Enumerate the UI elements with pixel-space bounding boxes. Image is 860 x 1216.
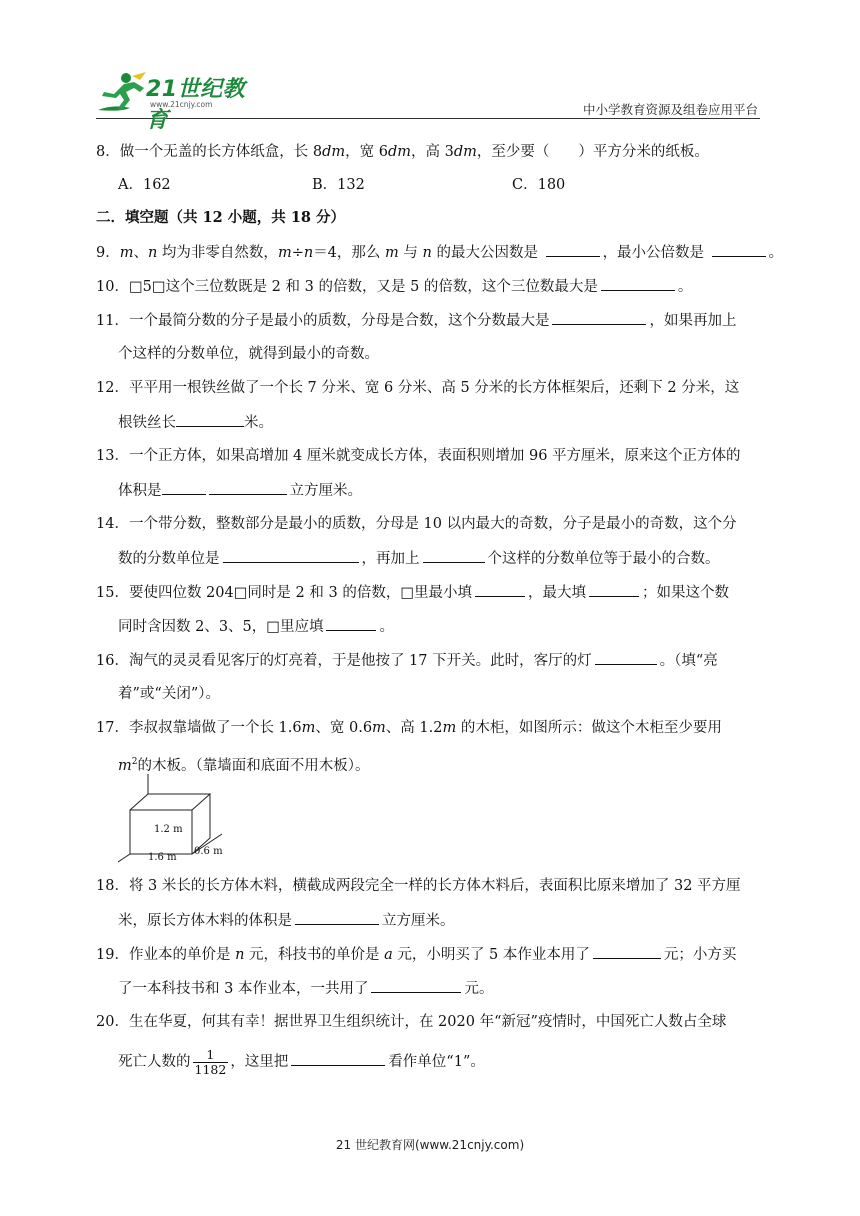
- question-13-line-2: 体积是 立方厘米。: [118, 480, 362, 501]
- answer-blank[interactable]: [601, 276, 675, 291]
- answer-blank[interactable]: [371, 978, 461, 993]
- platform-title: 中小学教育资源及组卷应用平台: [582, 102, 758, 117]
- section-2-heading: 二．填空题（共 12 小题，共 18 分）: [96, 209, 346, 226]
- option-a[interactable]: A．162: [118, 177, 171, 193]
- answer-blank[interactable]: [326, 616, 376, 631]
- width-label: 0.6 m: [194, 846, 223, 857]
- page-header: [96, 66, 760, 133]
- question-9: 9．m、n 均为非零自然数，m÷n＝4，那么 m 与 n 的最大公因数是 ，最小公倍数是 。: [96, 242, 783, 263]
- option-c[interactable]: C．180: [512, 177, 566, 193]
- question-11: 11．一个最简分数的分子是最小的质数，分母是合数，这个分数最大是 ，如果再加上: [96, 310, 736, 331]
- answer-blank[interactable]: [423, 548, 485, 563]
- fraction: $\frac{1}{1182}$: [194, 1046, 227, 1077]
- cabinet-figure: [118, 772, 228, 864]
- answer-blank[interactable]: [295, 910, 379, 925]
- logo-text: 21世纪教育: [146, 77, 246, 133]
- answer-blank[interactable]: [176, 412, 244, 427]
- question-18-line-2: 米，原长方体木料的体积是 立方厘米。: [118, 910, 455, 931]
- question-13: 13．一个正方体，如果高增加 4 厘米就变成长方体，表面积则增加 96 平方厘米，原来这个正方体的: [96, 448, 741, 464]
- question-17-line-2: $m^2$的木板。（靠墙面和底面不用木板）。: [118, 757, 370, 774]
- question-12: 12．平平用一根铁丝做了一个长 7 分米、宽 6 分米、高 5 分米的长方体框架后，还剩下 2 分米，这: [96, 380, 740, 396]
- question-16-line-2: 着”或“关闭”）。: [118, 686, 220, 702]
- question-15: 15．要使四位数 204□同时是 2 和 3 的倍数，□里最小填 ，最大填 ；如果这个数: [96, 582, 729, 603]
- logo-url: www.21cnjy.com: [150, 100, 213, 109]
- question-18: 18．将 3 米长的长方体木料，横截成两段完全一样的长方体木料后，表面积比原来增加了 32 平方厘: [96, 878, 741, 894]
- answer-blank[interactable]: [223, 548, 359, 563]
- runner-logo-icon: [96, 70, 148, 114]
- answer-blank[interactable]: [552, 310, 646, 325]
- answer-blank[interactable]: [475, 582, 525, 597]
- question-20-line-2: 死亡人数的 $\frac{1}{1182}$ ，这里把 看作单位“1”。: [118, 1046, 485, 1077]
- answer-blank[interactable]: [589, 582, 639, 597]
- question-19-line-2: 了一本科技书和 3 本作业本，一共用了 元。: [118, 978, 493, 999]
- answer-blank[interactable]: [209, 480, 287, 495]
- question-16: 16．淘气的灵灵看见客厅的灯亮着，于是他按了 17 下开关。此时，客厅的灯 。（填“亮: [96, 650, 718, 671]
- answer-blank[interactable]: [162, 480, 206, 495]
- height-label: 1.2 m: [154, 824, 183, 835]
- length-label: 1.6 m: [148, 852, 177, 863]
- answer-blank[interactable]: [593, 944, 661, 959]
- question-15-line-2: 同时含因数 2、3、5，□里应填 。: [118, 616, 394, 637]
- question-10: 10．□5□这个三位数既是 2 和 3 的倍数，又是 5 的倍数，这个三位数最大是 。: [96, 276, 692, 297]
- question-17: 17．李叔叔靠墙做了一个长 1.6m、宽 0.6m、高 1.2m 的木柜，如图所示：做这个木柜至少要用: [96, 720, 722, 736]
- page-footer: 21 世纪教育网(www.21cnjy.com): [335, 1138, 525, 1152]
- answer-blank[interactable]: [595, 650, 657, 665]
- question-14-line-2: 数的分数单位是 ，再加上 个这样的分数单位等于最小的合数。: [118, 548, 720, 569]
- option-b[interactable]: B．132: [312, 177, 365, 193]
- answer-blank[interactable]: [712, 242, 766, 257]
- question-19: 19．作业本的单价是 n 元，科技书的单价是 a 元，小明买了 5 本作业本用了 元；小方买: [96, 944, 736, 965]
- question-8: 8．做一个无盖的长方体纸盒，长 8dm，宽 6dm，高 3dm，至少要（ ）平方分米的纸板。: [96, 144, 709, 160]
- question-11-line-2: 个这样的分数单位，就得到最小的奇数。: [118, 346, 379, 362]
- question-12-line-2: 根铁丝长 米。: [118, 412, 273, 433]
- answer-blank[interactable]: [291, 1051, 385, 1066]
- question-20: 20．生在华夏，何其有幸！据世界卫生组织统计，在 2020 年“新冠”疫情时，中国死亡人数占全球: [96, 1014, 727, 1030]
- question-14: 14．一个带分数，整数部分是最小的质数，分母是 10 以内最大的奇数，分子是最小的奇数，这个分: [96, 516, 737, 532]
- logo: [96, 70, 266, 133]
- answer-blank[interactable]: [546, 242, 600, 257]
